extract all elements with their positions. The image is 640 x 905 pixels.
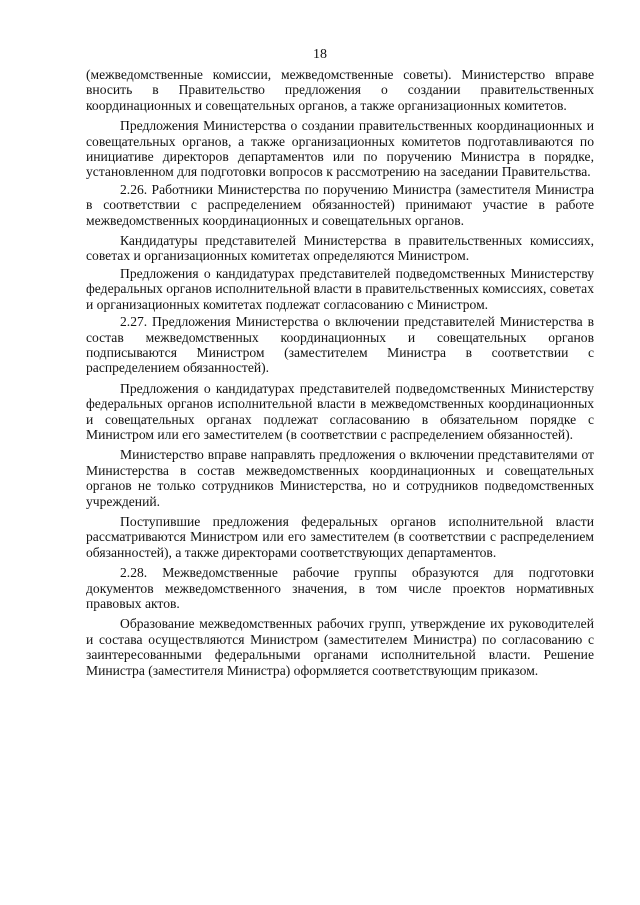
paragraph-2-27: 2.27. Предложения Министерства о включении представителей Министерства в состав межведомственных координационных и совещательных органов подписываются Министром (заместителем Министра в соответствии с распределением обязанностей). <box>86 314 594 376</box>
document-body <box>86 67 594 680</box>
paragraph-continuation: (межведомственные комиссии, межведомственные советы). Министерство вправе вносить в Правительство предложения о создании правительственных координационных и совещательных органов, а также организационных комитетов. <box>86 67 594 113</box>
paragraph-ministry-right: Министерство вправе направлять предложения о включении представителями от Министерства в состав межведомственных координационных и совещательных органов не только сотрудников Министерства, но и сотрудников подведомственных учреждений. <box>86 447 594 509</box>
paragraph-candidates-subordinate: Предложения о кандидатурах представителей подведомственных Министерству федеральных органов исполнительной власти в правительственных комиссиях, советах и организационных комитетах подлежат согласованию с Министром. <box>86 265 594 312</box>
paragraph-candidates-ministry: Кандидатуры представителей Министерства в правительственных комиссиях, советах и организационных комитетах определяются Министром. <box>86 233 594 264</box>
paragraph-2-28: 2.28. Межведомственные рабочие группы образуются для подготовки документов межведомственного значения, в том числе проектов нормативных правовых актов. <box>86 565 594 611</box>
paragraph-received-proposals: Поступившие предложения федеральных органов исполнительной власти рассматриваются Министром или его заместителем (в соответствии с распределением обязанностей), а также директорами соответствующих департаментов. <box>86 513 594 560</box>
paragraph-2-26: 2.26. Работники Министерства по поручению Министра (заместителя Министра в соответствии с распределением обязанностей) принимают участие в работе межведомственных координационных и совещательных органов. <box>86 181 594 228</box>
paragraph-working-groups: Образование межведомственных рабочих групп, утверждение их руководителей и состава осуществляются Министром (заместителем Министра) по согласованию с заинтересованными федеральными органами исполнительной власти. Решение Министра (заместителя Министра) оформляется соответствующим приказом. <box>86 616 594 678</box>
page-number: 18 <box>313 47 327 62</box>
paragraph-proposals-creation: Предложения Министерства о создании правительственных координационных и совещательных органов, а также организационных комитетов подготавливаются по инициативе директоров департаментов или по поручению Министра в порядке, установленном для подготовки вопросов к рассмотрению на заседании Правительства. <box>86 118 594 180</box>
paragraph-candidates-interagency: Предложения о кандидатурах представителей подведомственных Министерству федеральных органов исполнительной власти в межведомственных координационных и совещательных органах подлежат согласованию в обязательном порядке с Министром или его заместителем (в соответствии с распределением обязанностей). <box>86 380 594 442</box>
